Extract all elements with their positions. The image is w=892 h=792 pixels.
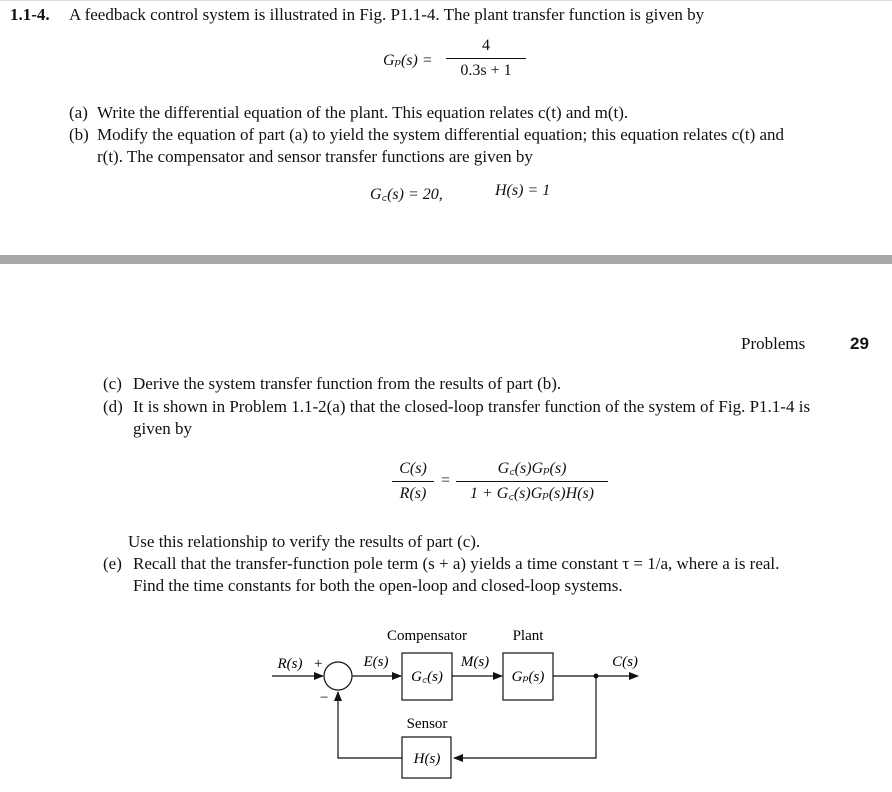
actuating-signal-label: M(s): [460, 654, 490, 670]
tf-lhs-numerator: C(s): [399, 460, 427, 477]
h-equation: H(s) = 1: [495, 182, 551, 199]
summing-minus-sign: −: [320, 690, 329, 706]
part-b-line1: Modify the equation of part (a) to yield the system differential equation; this equation relates c(t) and: [97, 125, 785, 144]
feedback-path-left: [338, 692, 402, 758]
problem-intro: A feedback control system is illustrated in Fig. P1.1-4. The plant transfer function is given by: [69, 5, 705, 24]
part-c-label: (c): [103, 374, 122, 393]
summing-plus-sign: +: [314, 656, 323, 672]
summing-junction: [324, 662, 352, 690]
part-a-label: (a): [69, 103, 88, 122]
tf-rhs-denominator: 1 + G꜀(s)Gₚ(s)H(s): [469, 485, 595, 502]
part-c-text: Derive the system transfer function from the results of part (b).: [133, 374, 562, 393]
sensor-title: Sensor: [406, 716, 448, 732]
tf-rhs-numerator: G꜀(s)Gₚ(s): [497, 460, 567, 477]
part-e-label: (e): [103, 554, 122, 573]
gp-denominator: 0.3s + 1: [460, 62, 512, 79]
tf-lhs-denominator: R(s): [399, 485, 427, 502]
gp-numerator: 4: [482, 37, 490, 54]
tf-equals: =: [441, 472, 451, 489]
problem-number: 1.1-4.: [10, 5, 50, 24]
plant-title: Plant: [512, 628, 544, 644]
plant-block-label: Gₚ(s): [511, 669, 545, 685]
gc-equation: G꜀(s) = 20,: [370, 186, 443, 203]
part-d-line1: It is shown in Problem 1.1-2(a) that the closed-loop transfer function of the system of Fig. P1.1-4 is: [133, 397, 811, 416]
compensator-block-label: G꜀(s): [411, 669, 443, 685]
output-signal-label: C(s): [612, 654, 638, 670]
part-d-label: (d): [103, 397, 123, 416]
part-b-line2: r(t). The compensator and sensor transfer functions are given by: [97, 147, 533, 166]
running-head-section: Problems: [741, 334, 806, 353]
part-a-text: Write the differential equation of the plant. This equation relates c(t) and m(t).: [97, 103, 629, 122]
input-signal-label: R(s): [277, 656, 303, 672]
error-signal-label: E(s): [363, 654, 389, 670]
part-b-label: (b): [69, 125, 89, 144]
compensator-title: Compensator: [387, 628, 467, 644]
verify-text: Use this relationship to verify the results of part (c).: [128, 532, 481, 551]
gp-lhs: Gₚ(s) =: [383, 52, 433, 69]
sensor-block-label: H(s): [413, 751, 441, 767]
part-d-line2: given by: [133, 419, 193, 438]
part-e-line1: Recall that the transfer-function pole term (s + a) yields a time constant τ = 1/a, where a is real.: [133, 554, 780, 573]
part-e-line2: Find the time constants for both the open-loop and closed-loop systems.: [133, 576, 623, 595]
page-number: 29: [850, 334, 869, 353]
